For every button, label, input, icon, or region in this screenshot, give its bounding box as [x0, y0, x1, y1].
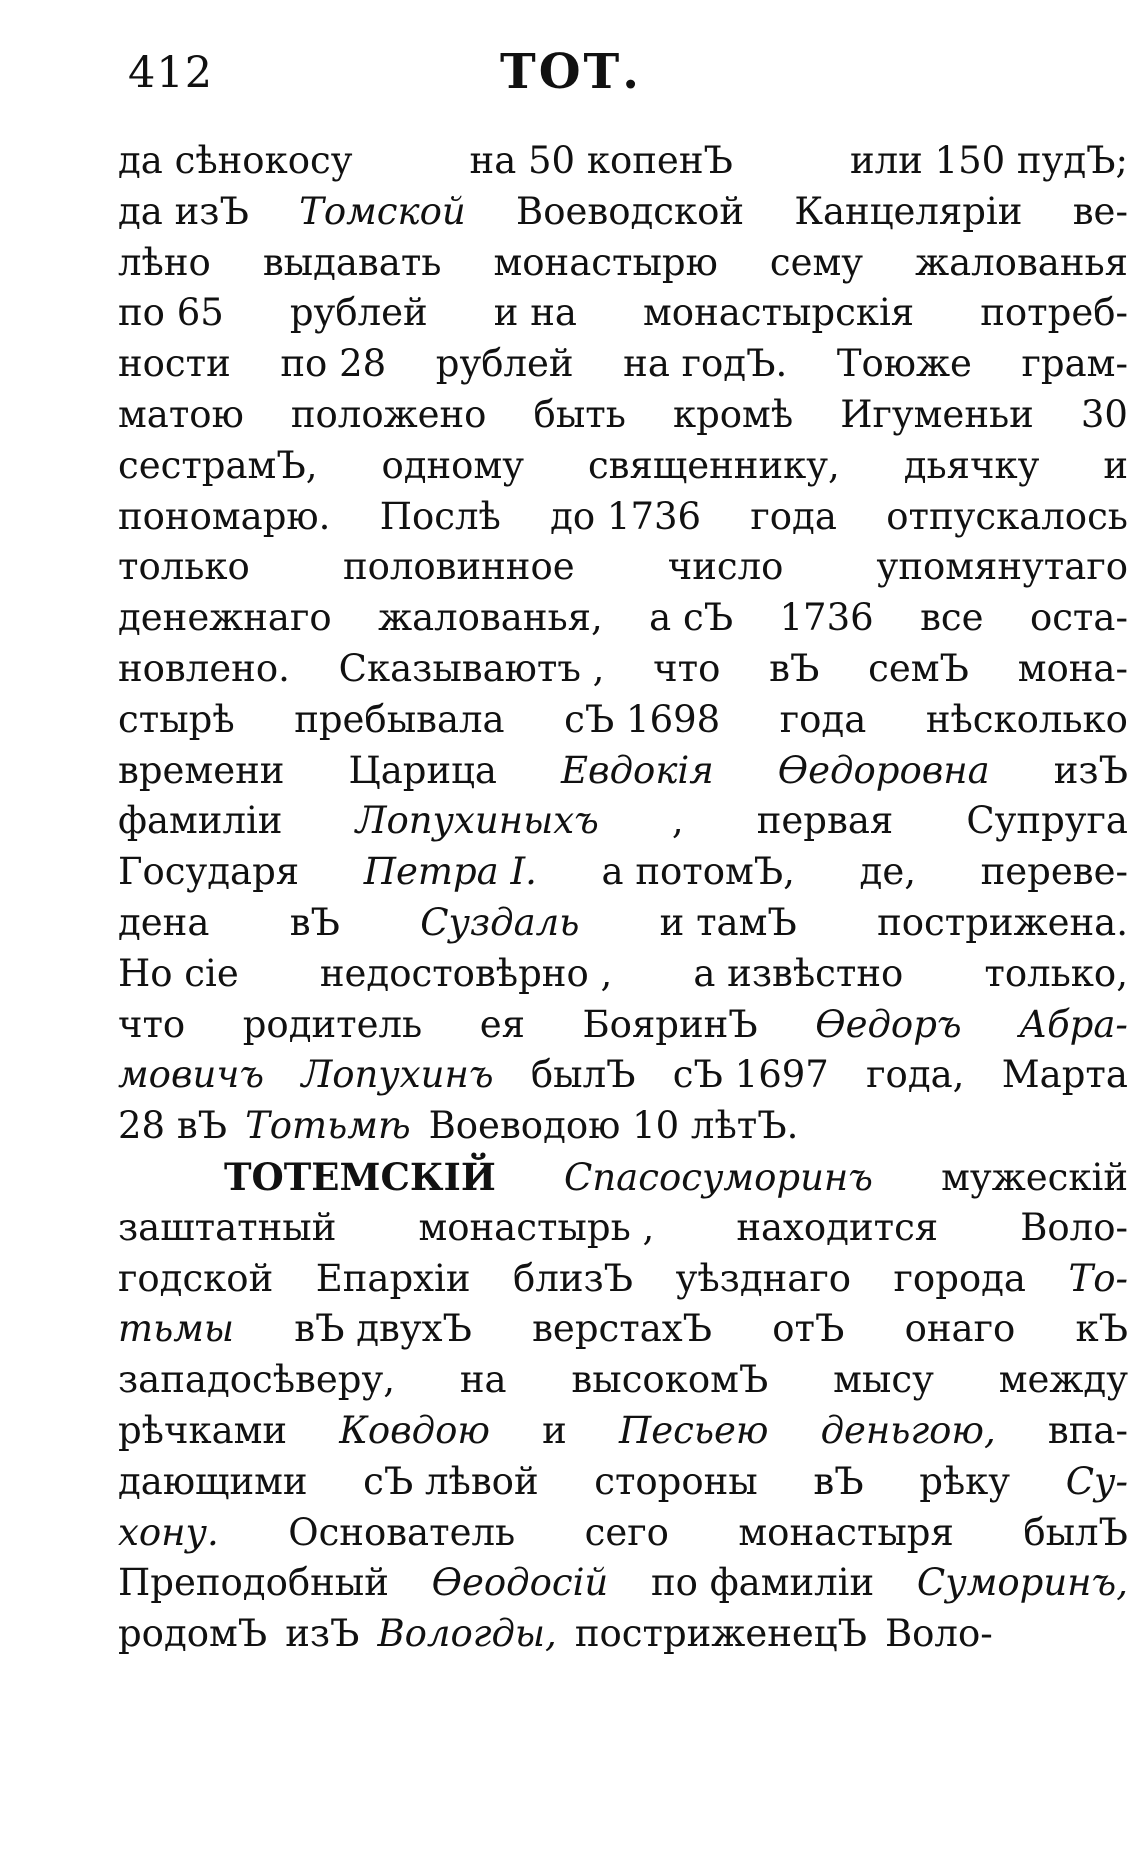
text-word: Царица: [348, 748, 497, 792]
text-word: по 65: [118, 291, 224, 335]
text-word: уѣзднаго: [675, 1256, 852, 1300]
text-word: монастырскія: [643, 291, 915, 335]
text-word: сЪ лѣвой: [363, 1459, 539, 1503]
text-word: жалованья: [915, 240, 1128, 284]
text-word: дающими: [118, 1459, 308, 1503]
text-word: потреб-: [980, 291, 1128, 335]
text-word: Спасосуморинъ: [564, 1155, 873, 1199]
text-word: выдавать: [262, 240, 442, 284]
text-word: Песьею: [618, 1408, 769, 1452]
text-line: [118, 847, 1128, 898]
text-word: только: [118, 545, 250, 589]
text-word: и тамЪ: [659, 900, 797, 944]
text-word: лѣно: [118, 240, 211, 284]
text-line: [118, 949, 1128, 1000]
text-line: [118, 898, 1128, 949]
running-head: ТОТ.: [500, 44, 642, 100]
text-line: [118, 746, 1128, 797]
text-word: мысу: [833, 1358, 934, 1402]
text-word: дьячку: [903, 443, 1040, 487]
text-word: находится: [736, 1205, 939, 1249]
text-word: БояринЪ: [582, 1002, 758, 1046]
text-line: [118, 542, 1128, 593]
text-word: вЪ: [289, 900, 340, 944]
text-word: Ѳеодосій: [431, 1561, 609, 1605]
text-word: былЪ: [530, 1053, 636, 1097]
text-word: Абра-: [1019, 1002, 1128, 1046]
text-word: одному: [381, 443, 524, 487]
text-word: вЪ: [813, 1459, 864, 1503]
text-word: Су-: [1065, 1459, 1128, 1503]
text-word: вЪ двухЪ: [294, 1307, 472, 1351]
text-word: и: [542, 1408, 567, 1452]
text-word: изЪ: [285, 1612, 360, 1656]
text-word: кромѣ: [672, 392, 794, 436]
text-word: сего: [584, 1510, 669, 1554]
text-word: кЪ: [1075, 1307, 1128, 1351]
text-word: тьмы: [118, 1307, 235, 1351]
text-word: быть: [533, 392, 626, 436]
text-word: рублей: [289, 291, 428, 335]
text-word: Государя: [118, 850, 300, 894]
text-word: ,: [671, 799, 684, 843]
text-word: Но сіе: [118, 951, 239, 995]
text-word: ТОТЕМСКІЙ: [224, 1154, 496, 1199]
text-line: [118, 644, 1128, 695]
text-word: Суздаль: [420, 900, 580, 944]
text-word: семЪ: [868, 646, 969, 690]
text-word: рѣку: [919, 1459, 1011, 1503]
text-line: [118, 1609, 1128, 1660]
text-word: родитель: [242, 1002, 423, 1046]
text-line: [118, 492, 1128, 543]
text-word: родомЪ: [118, 1612, 268, 1656]
text-word: половинное: [342, 545, 575, 589]
text-word: хону.: [118, 1510, 219, 1554]
text-line: [118, 1254, 1128, 1305]
text-line: [118, 390, 1128, 441]
text-line: [118, 1050, 1128, 1101]
text-line: [118, 1406, 1128, 1457]
text-word: и: [1103, 443, 1128, 487]
text-word: верстахЪ: [532, 1307, 713, 1351]
text-word: ве-: [1072, 189, 1128, 233]
text-word: года: [779, 697, 867, 741]
text-word: года: [750, 494, 837, 538]
text-line: [118, 187, 1128, 238]
text-word: до 1736: [550, 494, 702, 538]
text-word: западосѣверу,: [118, 1358, 395, 1402]
text-word: Лопухинъ: [301, 1053, 494, 1097]
text-line: [118, 339, 1128, 390]
text-word: Епархіи: [315, 1256, 471, 1300]
text-word: монастырю: [493, 240, 718, 284]
text-word: монастырь ,: [418, 1205, 655, 1249]
text-word: сему: [769, 240, 864, 284]
text-line: [118, 1152, 1128, 1203]
text-line: [118, 1457, 1128, 1508]
text-word: 28 вЪ: [118, 1104, 228, 1148]
text-word: сестрамЪ,: [118, 443, 318, 487]
text-word: Марта: [1001, 1053, 1128, 1097]
text-line: [118, 1304, 1128, 1355]
text-word: былЪ: [1023, 1510, 1128, 1554]
text-word: стырѣ: [118, 697, 235, 741]
text-word: изЪ: [1053, 748, 1128, 792]
text-word: сЪ 1697: [672, 1053, 829, 1097]
text-word: пономарю.: [118, 494, 331, 538]
text-word: Тотьмѣ: [245, 1104, 411, 1148]
text-word: что: [118, 1002, 186, 1046]
page-header: [0, 36, 1140, 100]
text-word: на 50 копенЪ: [469, 139, 733, 182]
text-word: пребывала: [294, 697, 505, 741]
text-word: только,: [984, 951, 1128, 995]
text-word: и на: [493, 291, 577, 335]
text-word: упомянутаго: [876, 545, 1128, 589]
text-word: постриженецЪ: [574, 1612, 867, 1656]
text-word: отпускалось: [886, 494, 1128, 538]
text-word: 30: [1080, 392, 1128, 436]
text-word: Основатель: [288, 1510, 516, 1554]
text-word: нѣсколько: [925, 697, 1128, 741]
text-word: впа-: [1047, 1408, 1128, 1452]
text-word: или 150 пудЪ;: [849, 139, 1128, 182]
text-word: заштатный: [118, 1205, 337, 1249]
text-line: [118, 796, 1128, 847]
text-word: Воеводою 10 лѣтЪ.: [428, 1104, 799, 1148]
text-word: То-: [1068, 1256, 1128, 1300]
text-word: времени: [118, 748, 285, 792]
text-word: а извѣстно: [693, 951, 904, 995]
page-number: 412: [128, 48, 214, 98]
text-word: мовичъ: [118, 1053, 264, 1097]
text-word: первая: [756, 799, 894, 843]
text-word: сЪ 1698: [564, 697, 721, 741]
text-word: а сЪ: [649, 596, 734, 640]
text-word: Ѳедоровна: [777, 748, 990, 792]
text-word: деньгою,: [820, 1408, 996, 1452]
text-word: пострижена.: [877, 900, 1128, 944]
text-line: [118, 593, 1128, 644]
text-line: [118, 1508, 1128, 1559]
text-word: жалованья,: [378, 596, 603, 640]
text-line: [118, 1000, 1128, 1051]
text-word: Евдокія: [561, 748, 714, 792]
text-word: Преподобный: [118, 1561, 389, 1605]
text-word: Игуменьи: [840, 392, 1034, 436]
text-word: ности: [118, 342, 231, 386]
text-word: Ковдою: [339, 1408, 490, 1452]
text-word: недостовѣрно ,: [319, 951, 613, 995]
text-word: да изЪ: [118, 189, 249, 233]
text-word: монастыря: [738, 1510, 954, 1554]
text-word: Воло-: [884, 1612, 993, 1656]
text-line: [118, 136, 1128, 187]
text-word: близЪ: [513, 1256, 634, 1300]
text-word: по фамиліи: [651, 1561, 875, 1605]
text-word: Супруга: [966, 799, 1128, 843]
text-word: мона-: [1017, 646, 1128, 690]
text-word: фамиліи: [118, 799, 283, 843]
text-word: матою: [118, 392, 244, 436]
text-word: новлено.: [118, 646, 290, 690]
text-word: рублей: [435, 342, 574, 386]
text-word: по 28: [280, 342, 387, 386]
text-word: отЪ: [772, 1307, 845, 1351]
text-word: на годЪ.: [623, 342, 788, 386]
text-word: Петра І.: [363, 850, 537, 894]
text-word: Канцеляріи: [794, 189, 1023, 233]
text-word: что: [653, 646, 721, 690]
text-word: стороны: [594, 1459, 758, 1503]
text-line: [118, 441, 1128, 492]
text-word: переве-: [980, 850, 1128, 894]
text-word: все: [920, 596, 984, 640]
text-word: Вологды,: [377, 1612, 557, 1656]
text-word: де,: [859, 850, 916, 894]
text-line: [118, 1558, 1128, 1609]
text-word: положено: [290, 392, 487, 436]
text-word: на: [459, 1358, 507, 1402]
text-word: между: [998, 1358, 1128, 1402]
text-word: рѣчками: [118, 1408, 288, 1452]
text-word: онаго: [904, 1307, 1016, 1351]
text-word: годской: [118, 1256, 274, 1300]
text-line: [118, 238, 1128, 289]
text-line: [118, 288, 1128, 339]
body-text: [118, 136, 1128, 1660]
text-word: а потомЪ,: [601, 850, 795, 894]
text-word: да сѣнокосу: [118, 139, 353, 182]
text-word: ея: [479, 1002, 525, 1046]
text-word: Томской: [299, 189, 466, 233]
text-word: Суморинъ,: [916, 1561, 1128, 1605]
text-word: дена: [118, 900, 210, 944]
text-word: Лопухиныхъ: [355, 799, 599, 843]
text-word: города: [893, 1256, 1026, 1300]
text-word: число: [667, 545, 784, 589]
text-line: [118, 1355, 1128, 1406]
text-word: оста-: [1029, 596, 1128, 640]
text-word: священнику,: [587, 443, 840, 487]
text-line: [118, 1101, 1128, 1152]
text-word: 1736: [779, 596, 874, 640]
text-word: Тоюже: [836, 342, 972, 386]
text-word: высокомЪ: [571, 1358, 769, 1402]
text-word: вЪ: [769, 646, 820, 690]
text-word: денежнаго: [118, 596, 332, 640]
text-word: грам-: [1021, 342, 1128, 386]
text-line: [118, 695, 1128, 746]
text-line: [118, 1203, 1128, 1254]
text-word: года,: [866, 1053, 965, 1097]
text-word: Ѳедоръ: [815, 1002, 962, 1046]
text-word: Сказываютъ ,: [338, 646, 605, 690]
text-word: Воло-: [1020, 1205, 1128, 1249]
text-word: Воеводской: [516, 189, 745, 233]
text-word: Послѣ: [379, 494, 501, 538]
text-word: мужескій: [941, 1155, 1128, 1199]
